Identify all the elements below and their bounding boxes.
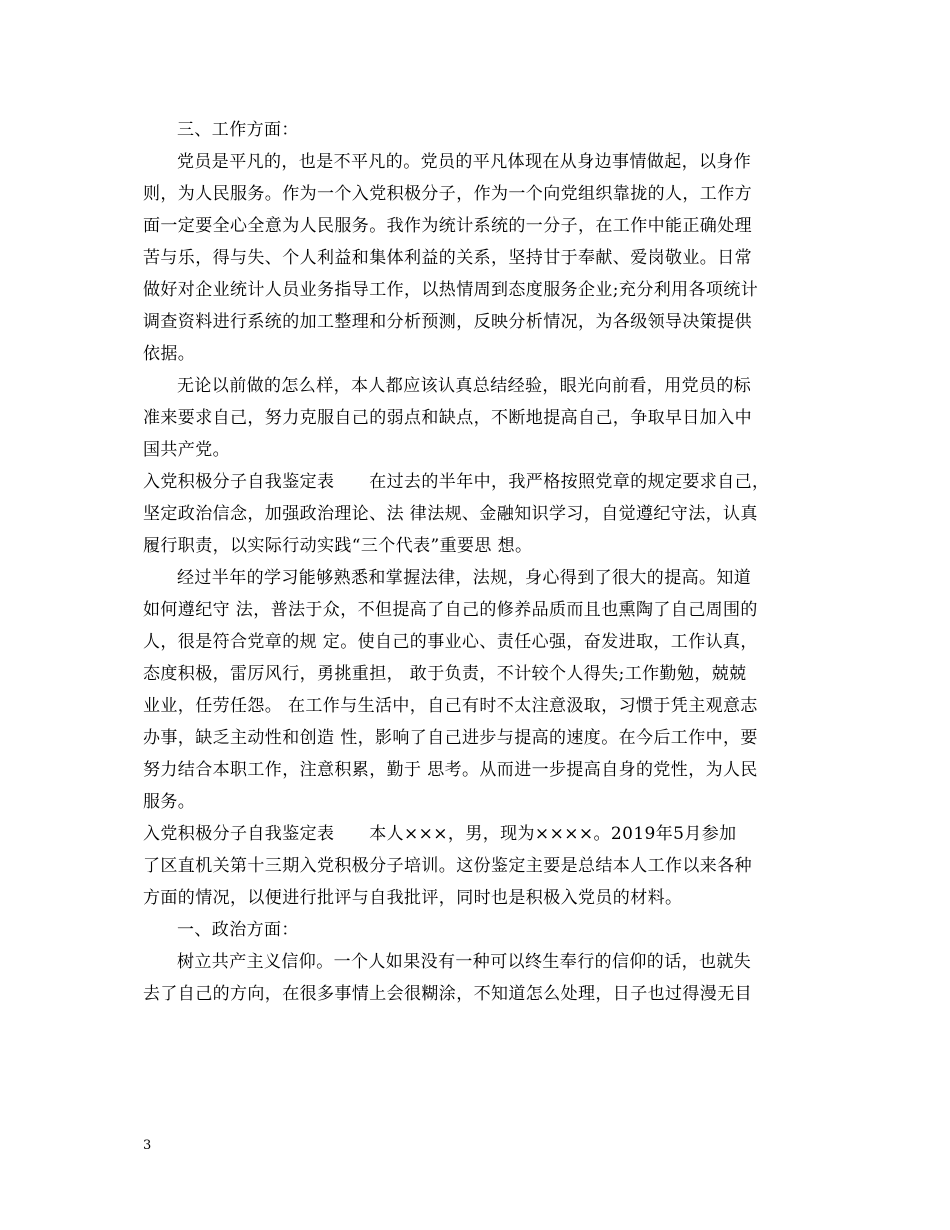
text-line: 方面的情况，以便进行批评与自我批评，同时也是积极入党员的材料。: [143, 888, 683, 908]
text-line: 无论以前做的怎么样，本人都应该认真总结经验，眼光向前看，用党员的标: [177, 376, 752, 396]
text-line: 一、政治方面：: [177, 920, 299, 940]
document-body: [143, 114, 815, 1010]
text-line: 坚定政治信念，加强政治理论、法 律法规、金融知识学习，自觉遵纪守法，认真: [143, 504, 758, 524]
text-line: 努力结合本职工作，注意积累，勤于 思考。从而进一步提高自身的党性，为人民: [143, 760, 758, 780]
text-line: 业业，任劳任怨。 在工作与生活中，自己有时不太注意汲取，习惯于凭主观意志: [143, 696, 758, 716]
text-line: 了区直机关第十三期入党积极分子培训。这份鉴定主要是总结本人工作以来各种: [143, 856, 752, 876]
text-line: 苦与乐，得与失、个人利益和集体利益的关系，坚持甘于奉献、爱岗敬业。日常: [143, 248, 752, 268]
text-line: 办事，缺乏主动性和创造 性，影响了自己进步与提高的速度。在今后工作中，要: [143, 728, 758, 748]
text-line: 做好对企业统计人员业务指导工作，以热情周到态度服务企业;充分利用各项统计: [143, 280, 759, 300]
text-line: 去了自己的方向，在很多事情上会很糊涂，不知道怎么处理，日子也过得漫无目: [143, 984, 752, 1004]
text-line: 面一定要全心全意为人民服务。我作为统计系统的一分子，在工作中能正确处理: [143, 216, 752, 236]
text-line: 树立共产主义信仰。一个人如果没有一种可以终生奉行的信仰的话，也就失: [177, 952, 752, 972]
text-line: 则，为人民服务。作为一个入党积极分子，作为一个向党组织靠拢的人，工作方: [143, 184, 752, 204]
text-line: 人，很是符合党章的规 定。使自己的事业心、责任心强，奋发进取，工作认真，: [143, 632, 758, 652]
text-line: 如何遵纪守 法，普法于众，不但提高了自己的修养品质而且也熏陶了自己周围的: [143, 600, 758, 620]
text-line: 态度积极，雷厉风行，勇挑重担， 敢于负责，不计较个人得失;工作勤勉，兢兢: [143, 664, 747, 684]
text-line: 入党积极分子自我鉴定表 本人×××，男，现为××××。2019年5月参加: [143, 824, 737, 844]
text-line: 依据。: [143, 344, 196, 364]
text-line: 国共产党。: [143, 440, 230, 460]
text-line: 党员是平凡的，也是不平凡的。党员的平凡体现在从身边事情做起，以身作: [177, 152, 752, 172]
text-line: 入党积极分子自我鉴定表 在过去的半年中，我严格按照党章的规定要求自己，: [143, 472, 770, 492]
text-line: 服务。: [143, 792, 196, 812]
text-line: 履行职责，以实际行动实践“三个代表”重要思 想。: [143, 536, 533, 556]
page-number: 3: [143, 1138, 152, 1153]
text-line: 经过半年的学习能够熟悉和掌握法律，法规，身心得到了很大的提高。知道: [177, 568, 752, 588]
text-line: 调查资料进行系统的加工整理和分析预测，反映分析情况，为各级领导决策提供: [143, 312, 752, 332]
text-line: 准来要求自己，努力克服自己的弱点和缺点，不断地提高自己，争取早日加入中: [143, 408, 752, 428]
text-line: 三、工作方面：: [177, 120, 299, 140]
